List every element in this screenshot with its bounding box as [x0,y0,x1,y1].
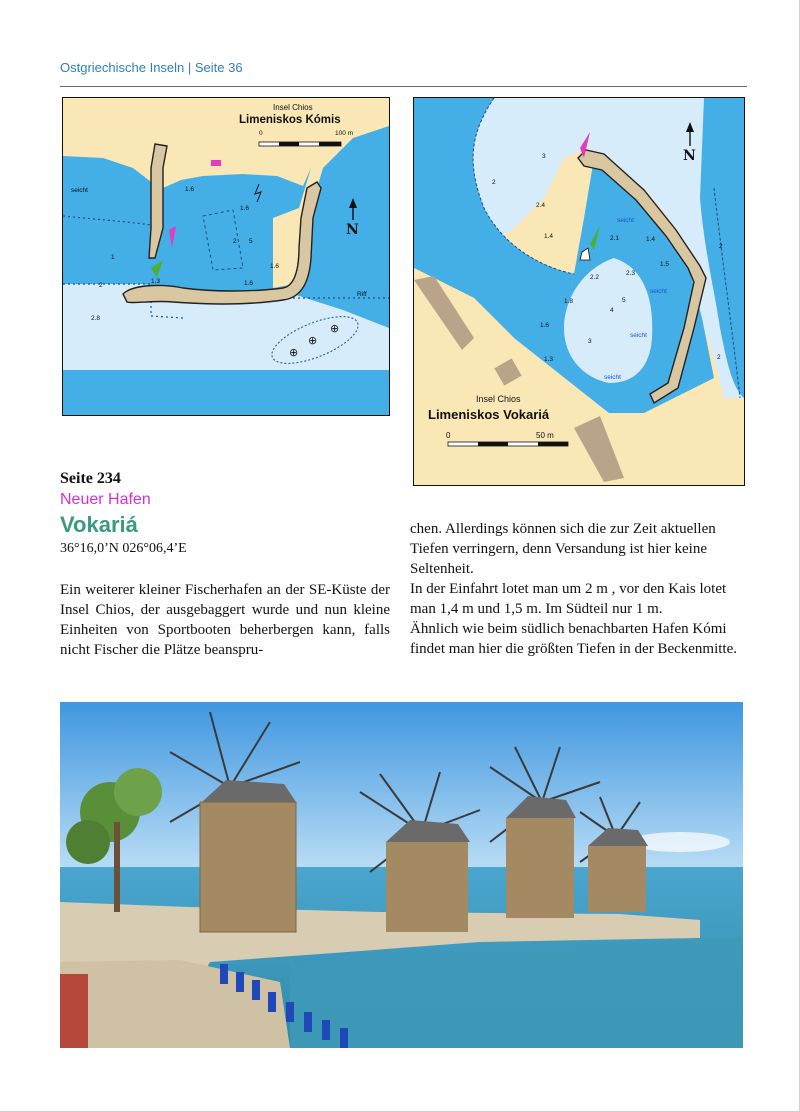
vokaria-depth: 2.3 [626,270,636,277]
vokaria-seicht-label: seicht [630,332,647,339]
vokaria-depth: 2.2 [590,274,600,281]
section-page-ref: Seite 234 [60,470,121,487]
body-paragraph-right-3: Ähnlich wie beim südlich benachbarten Hafen Kómi findet man hier die größten Tiefen in der Beckenmitte. [410,621,737,657]
svg-text:⊕: ⊕ [308,334,318,347]
vokaria-scale-start: 0 [446,431,451,440]
komis-title: Limeniskos Kómis [239,114,341,126]
vokaria-depth: 2.4 [536,202,546,209]
komis-scale-end: 100 m [335,130,354,137]
komis-depth: 2 [233,238,237,245]
komis-depth: 5 [249,238,253,245]
body-paragraph-right-1: chen. Allerdings können sich die zur Zeit aktuellen Tiefen verringern, denn Versandung ist hier keine Seltenheit. [410,521,716,577]
vokaria-depth: 3 [588,338,592,345]
vokaria-depth: 3 [542,153,546,160]
vokaria-depth: 2 [492,179,496,186]
section-coordinates: 36°16,0’N 026°06,4’E [60,541,187,556]
komis-depth: 1 [111,254,115,261]
windmills-photo [60,702,743,1048]
vokaria-depth: 1.5 [660,261,670,268]
vokaria-seicht-label: seicht [617,217,634,224]
vokaria-depth: 1.4 [544,233,554,240]
komis-scale-start: 0 [259,130,263,137]
vokaria-depth: 5 [622,297,626,304]
windmills-photo-illustration [60,702,743,1048]
vokaria-island-label: Insel Chios [476,394,521,404]
vokaria-depth: 4 [610,307,614,314]
harbor-map-komis [62,97,390,416]
komis-depth: 1.6 [270,263,280,270]
komis-depth: 2.8 [91,315,101,322]
vokaria-depth: 2 [717,354,721,361]
vokaria-depth: 1.8 [564,298,574,305]
vokaria-seicht-label: seicht [650,288,667,295]
vokaria-depth: 2 [719,243,723,250]
vokaria-seicht-label: seicht [604,374,621,381]
vokaria-depth: 2.1 [610,235,620,242]
vokaria-depth: 1.3 [544,356,554,363]
komis-depth: 1.6 [244,280,254,287]
section-harbor-name: Vokariá [60,512,138,537]
komis-depth: 1.6 [240,205,250,212]
komis-seicht-label: seicht [71,187,88,194]
body-text-right-column [410,519,746,659]
komis-riff-label: Riff [357,291,367,298]
section-subtitle: Neuer Hafen [60,491,151,508]
komis-north-label: N [346,222,359,238]
header-rule [60,86,747,87]
vokaria-north-label: N [683,148,696,164]
komis-depth: 2 [99,282,103,289]
body-text-left-column [60,580,390,660]
vokaria-depth: 1.6 [540,322,550,329]
running-header: Ostgriechische Inseln | Seite 36 [60,60,243,75]
komis-depth: 1.6 [185,186,195,193]
svg-text:⊕: ⊕ [330,322,340,335]
body-paragraph-right-2: In der Einfahrt lotet man um 2 m , vor den Kais lotet man 1,4 m und 1,5 m. Im Südteil nur 1 m. [410,581,727,617]
komis-depth: 1.3 [151,278,161,285]
body-paragraph-left: Ein weiterer kleiner Fischerhafen an der SE-Küste der Insel Chios, der ausgebaggert wurde und nun kleine Einheiten von Sportbooten beherbergen kann, falls nicht Fischer die Plätze beanspru- [60,582,390,658]
svg-text:⊕: ⊕ [289,346,299,359]
vokaria-scale-end: 50 m [536,431,554,440]
vokaria-depth: 1.4 [646,236,656,243]
vokaria-title: Limeniskos Vokariá [428,407,550,422]
harbor-map-vokaria [413,97,745,486]
komis-island-label: Insel Chios [273,103,313,112]
